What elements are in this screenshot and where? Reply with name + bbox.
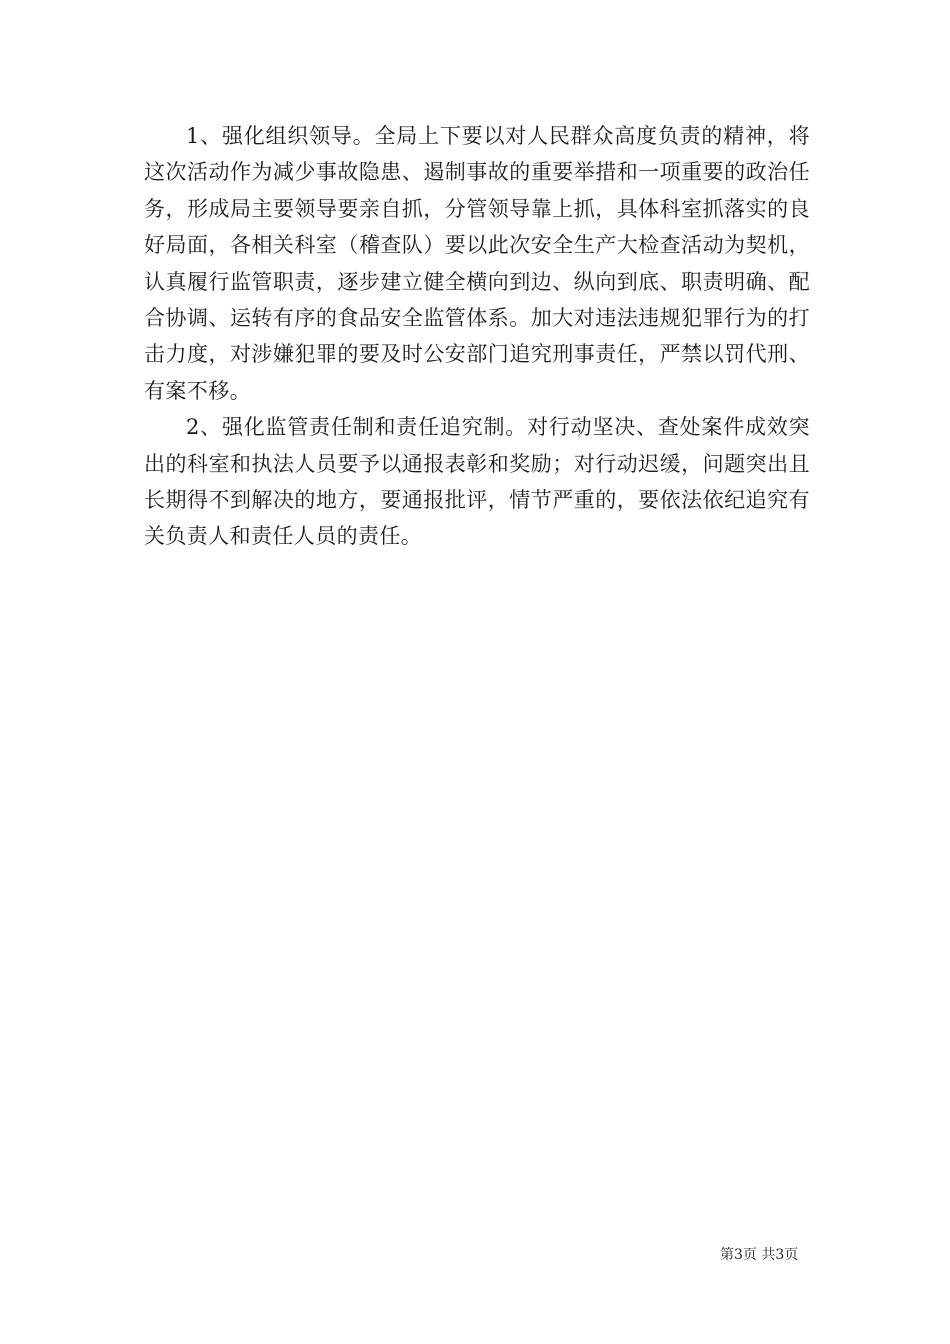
paragraph-responsibility-system: 2、强化监管责任制和责任追究制。对行动坚决、查处案件成效突出的科室和执法人员要予以通报表彰和奖励；对行动迟缓，问题突出且长期得不到解决的地方，要通报批评，情节严重的，要依法依纪追究有关负责人和责任人员的责任。	[144, 415, 810, 549]
paragraph-organization-leadership: 1、强化组织领导。全局上下要以对人民群众高度负责的精神，将这次活动作为减少事故隐患、遏制事故的重要举措和一项重要的政治任务，形成局主要领导要亲自抓，分管领导靠上抓，具体科室抓落实的良好局面，各相关科室（稽查队）要以此次安全生产大检查活动为契机，认真履行监管职责，逐步建立健全横向到边、纵向到底、职责明确、配合协调、运转有序的食品安全监管体系。加大对违法违规犯罪行为的打击力度，对涉嫌犯罪的要及时公安部门追究刑事责任，严禁以罚代刑、有案不移。	[144, 124, 810, 403]
document-body	[144, 118, 810, 555]
page-number-footer: 第3页 共3页	[720, 1247, 799, 1263]
